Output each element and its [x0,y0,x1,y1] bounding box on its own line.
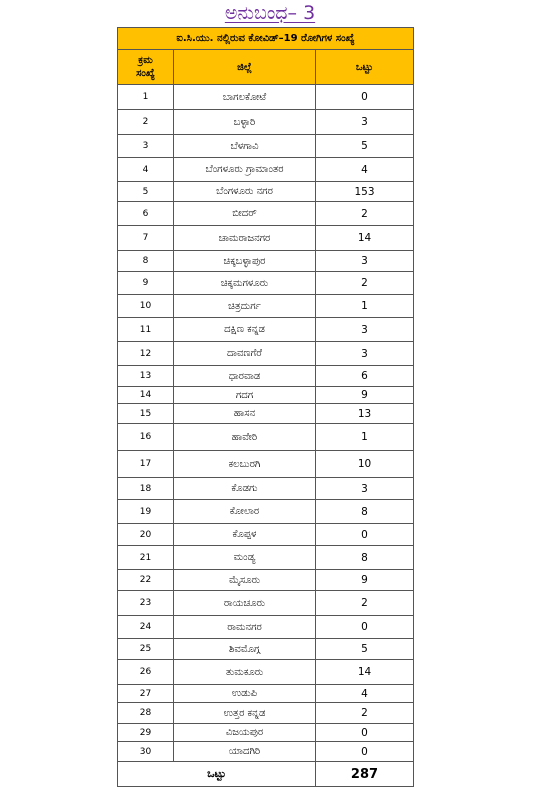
row-count: 3 [316,110,414,135]
table-row [118,616,414,639]
row-district: ವಿಜಯಪುರ [174,724,316,742]
total-row [118,762,414,787]
table-row [118,387,414,404]
row-count: 1 [316,295,414,318]
row-count: 1 [316,424,414,451]
row-count: 4 [316,685,414,703]
table-row [118,703,414,724]
row-serial: 4 [118,158,174,182]
row-count: 2 [316,703,414,724]
row-district: ರಾಮನಗರ [174,616,316,639]
row-serial: 15 [118,404,174,424]
table-row [118,272,414,295]
row-district: ಶಿವಮೊಗ್ಗ [174,639,316,660]
total-label: ಒಟ್ಟು [118,762,316,787]
row-district: ಬಳ್ಳಾರಿ [174,110,316,135]
total-value: 287 [316,762,414,787]
row-count: 3 [316,318,414,342]
row-serial: 2 [118,110,174,135]
row-serial: 29 [118,724,174,742]
row-serial: 24 [118,616,174,639]
row-district: ಮೈಸೂರು [174,570,316,591]
row-count: 6 [316,366,414,387]
row-serial: 10 [118,295,174,318]
column-header-district: ಜಿಲ್ಲೆ [174,50,316,85]
row-count: 2 [316,272,414,295]
row-count: 3 [316,251,414,272]
table-row [118,85,414,110]
row-count: 8 [316,500,414,524]
row-serial: 17 [118,451,174,478]
row-count: 0 [316,724,414,742]
row-district: ಬೀದರ್ [174,202,316,226]
row-count: 13 [316,404,414,424]
row-district: ಧಾರವಾಡ [174,366,316,387]
table-row [118,478,414,500]
row-district: ಬಾಗಲಕೋಟೆ [174,85,316,110]
row-count: 8 [316,546,414,570]
table-heading: ಐ.ಸಿ.ಯು. ನಲ್ಲಿರುವ ಕೋವಿಡ್–19 ರೋಗಿಗಳ ಸಂಖ್ಯೆ [118,28,414,50]
row-count: 14 [316,226,414,251]
table-row [118,639,414,660]
table-row [118,404,414,424]
row-district: ಹಾವೇರಿ [174,424,316,451]
row-serial: 8 [118,251,174,272]
row-district: ದಾವಣಗೆರೆ [174,342,316,366]
row-serial: 30 [118,742,174,762]
column-header-row [118,50,414,85]
row-count: 0 [316,85,414,110]
row-district: ಕೊಪ್ಪಳ [174,524,316,546]
row-district: ಚಾಮರಾಜನಗರ [174,226,316,251]
row-count: 5 [316,135,414,158]
table-row [118,570,414,591]
row-district: ರಾಯಚೂರು [174,591,316,616]
row-district: ಬೆಳಗಾವಿ [174,135,316,158]
row-serial: 22 [118,570,174,591]
table-row [118,660,414,685]
icu-patients-table [117,27,414,787]
row-serial: 23 [118,591,174,616]
row-serial: 1 [118,85,174,110]
row-serial: 13 [118,366,174,387]
row-count: 2 [316,591,414,616]
column-header-serial-line1: ಕ್ರಮ [138,55,153,66]
table-row [118,295,414,318]
column-header-total: ಒಟ್ಟು [316,50,414,85]
table-row [118,685,414,703]
row-district: ಬೆಂಗಳೂರು ನಗರ [174,182,316,202]
table-row [118,524,414,546]
row-district: ದಕ್ಷಿಣ ಕನ್ನಡ [174,318,316,342]
row-serial: 20 [118,524,174,546]
row-count: 4 [316,158,414,182]
row-serial: 7 [118,226,174,251]
row-serial: 18 [118,478,174,500]
table-row [118,251,414,272]
row-serial: 21 [118,546,174,570]
table-heading-row [118,28,414,50]
row-district: ಕೋಲಾರ [174,500,316,524]
row-count: 3 [316,342,414,366]
row-count: 0 [316,524,414,546]
table-row [118,135,414,158]
table-row [118,366,414,387]
table-row [118,591,414,616]
row-count: 153 [316,182,414,202]
table-row [118,110,414,135]
table-row [118,424,414,451]
row-serial: 16 [118,424,174,451]
row-district: ಚಿತ್ರದುರ್ಗ [174,295,316,318]
row-serial: 3 [118,135,174,158]
row-serial: 6 [118,202,174,226]
row-count: 14 [316,660,414,685]
table-row [118,182,414,202]
row-serial: 26 [118,660,174,685]
row-district: ಉತ್ತರ ಕನ್ನಡ [174,703,316,724]
row-serial: 5 [118,182,174,202]
row-district: ತುಮಕೂರು [174,660,316,685]
row-serial: 28 [118,703,174,724]
row-district: ಗದಗ [174,387,316,404]
row-district: ಉಡುಪಿ [174,685,316,703]
row-district: ಯಾದಗಿರಿ [174,742,316,762]
row-district: ಕಲಬುರಗಿ [174,451,316,478]
row-district: ಕೊಡಗು [174,478,316,500]
table-row [118,318,414,342]
row-serial: 12 [118,342,174,366]
row-district: ಬೆಂಗಳೂರು ಗ್ರಾಮಾಂತರ [174,158,316,182]
table-row [118,342,414,366]
row-serial: 19 [118,500,174,524]
row-serial: 14 [118,387,174,404]
row-serial: 11 [118,318,174,342]
table-row [118,202,414,226]
row-district: ಚಿಕ್ಕಮಗಳೂರು [174,272,316,295]
row-district: ಹಾಸನ [174,404,316,424]
row-count: 0 [316,616,414,639]
table-row [118,451,414,478]
row-district: ಮಂಡ್ಯ [174,546,316,570]
page-title: ಅನುಬಂಧ– 3 [224,2,316,24]
row-count: 9 [316,387,414,404]
row-district: ಚಿಕ್ಕಬಳ್ಳಾಪುರ [174,251,316,272]
row-count: 5 [316,639,414,660]
table-row [118,500,414,524]
table-row [118,546,414,570]
table-row [118,742,414,762]
row-serial: 25 [118,639,174,660]
row-serial: 27 [118,685,174,703]
row-count: 3 [316,478,414,500]
table-row [118,226,414,251]
table-row [118,158,414,182]
row-count: 10 [316,451,414,478]
column-header-serial-line2: ಸಂಖ್ಯೆ [136,68,155,79]
row-count: 9 [316,570,414,591]
row-serial: 9 [118,272,174,295]
column-header-serial [118,50,174,85]
table-row [118,724,414,742]
row-count: 0 [316,742,414,762]
row-count: 2 [316,202,414,226]
